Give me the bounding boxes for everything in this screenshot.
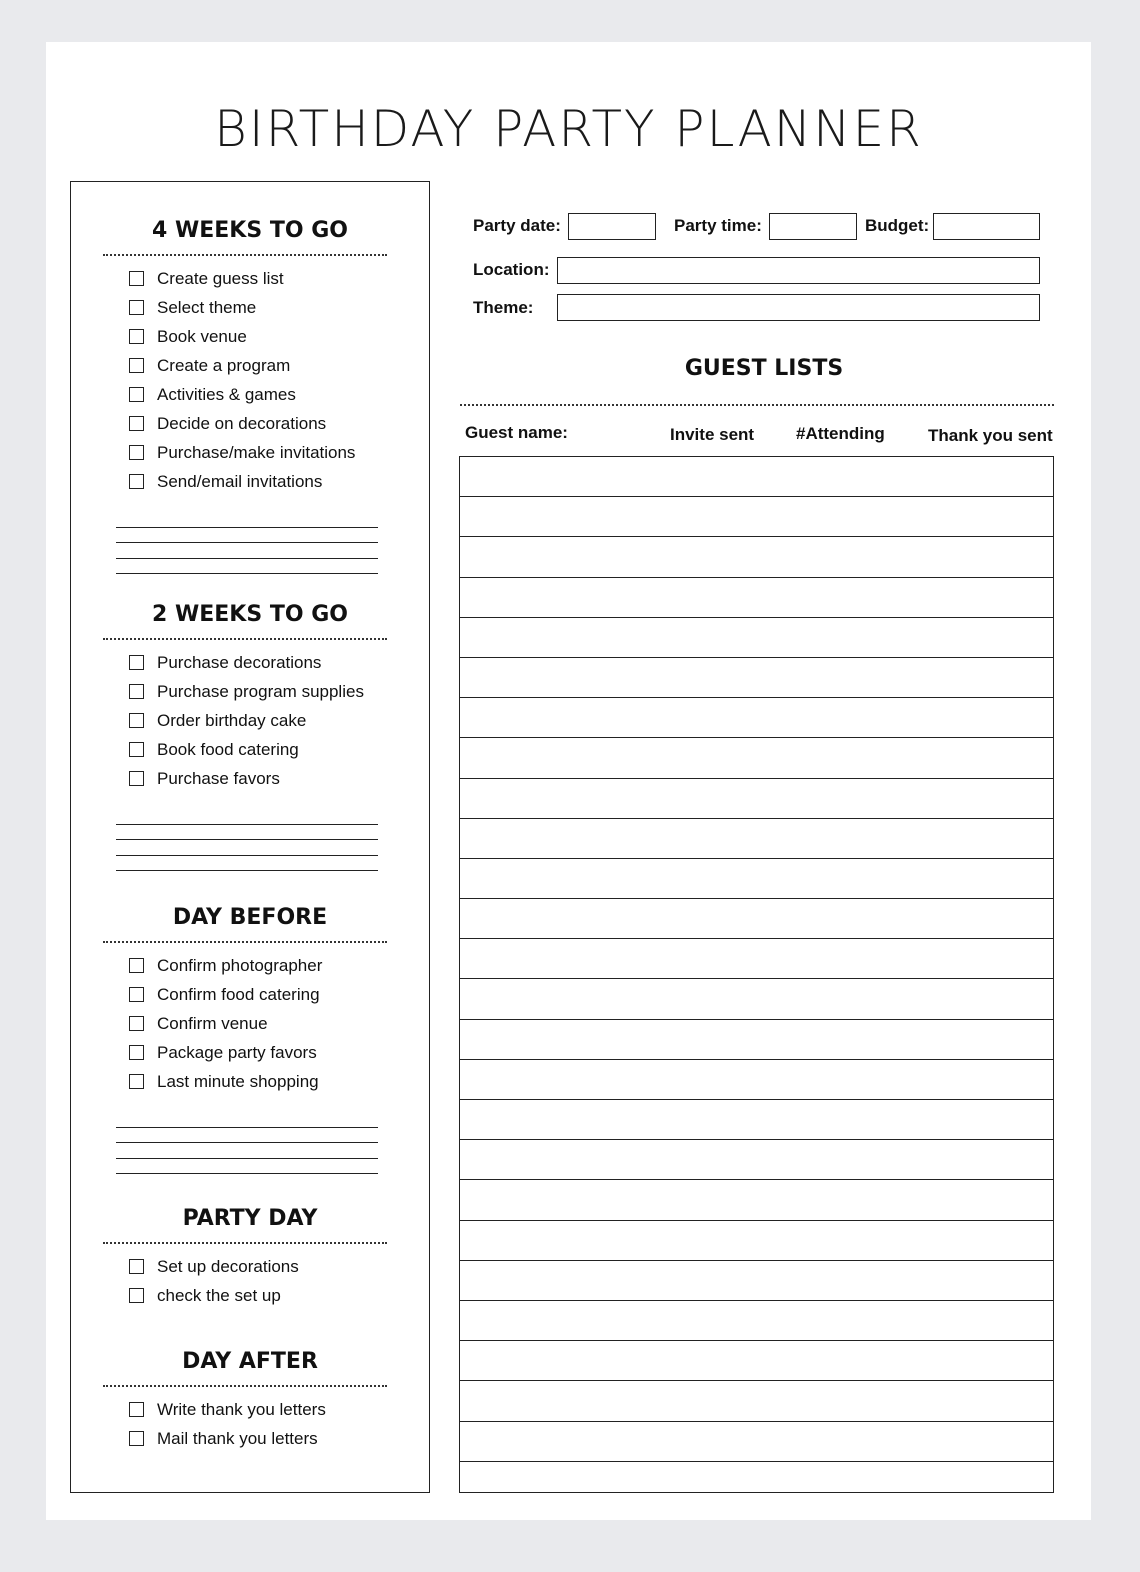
checklist-item	[129, 980, 429, 1009]
checkbox[interactable]	[129, 655, 144, 670]
checkbox[interactable]	[129, 445, 144, 460]
col-attending: #Attending	[796, 424, 885, 443]
section-day-before	[71, 903, 429, 1174]
checklist-item	[129, 735, 429, 764]
checklist-item-label: Last minute shopping	[157, 1071, 319, 1091]
checklist-item-label: Confirm photographer	[157, 955, 323, 975]
location-label: Location:	[473, 260, 550, 279]
party-time-label: Party time:	[674, 216, 762, 235]
checklist-item	[129, 648, 429, 677]
checklist-item	[129, 1281, 429, 1310]
checklist-item-label: Select theme	[157, 297, 257, 317]
note-line	[116, 809, 378, 825]
theme-label: Theme:	[473, 298, 534, 317]
guest-row[interactable]	[460, 1381, 1053, 1421]
guest-row[interactable]	[460, 698, 1053, 738]
guest-row[interactable]	[460, 537, 1053, 577]
checklist-items	[129, 951, 429, 1096]
col-thank-you-sent: Thank you sent	[928, 426, 1053, 445]
party-date-field[interactable]	[568, 213, 656, 240]
checklist-item	[129, 1067, 429, 1096]
note-line	[116, 512, 378, 528]
theme-field[interactable]	[557, 294, 1040, 321]
checkbox[interactable]	[129, 1288, 144, 1303]
section-heading: DAY BEFORE	[172, 905, 328, 930]
guest-row[interactable]	[460, 497, 1053, 537]
checkbox[interactable]	[129, 684, 144, 699]
checklist-items	[129, 264, 429, 496]
checklist-item	[129, 1424, 429, 1453]
dotted-divider	[103, 1242, 387, 1244]
guest-row[interactable]	[460, 779, 1053, 819]
guest-row[interactable]	[460, 618, 1053, 658]
guest-row[interactable]	[460, 1341, 1053, 1381]
checklist-item	[129, 677, 429, 706]
guest-row[interactable]	[460, 1221, 1053, 1261]
checkbox[interactable]	[129, 1259, 144, 1274]
checklist-item	[129, 706, 429, 735]
checklist-item-label: Send/email invitations	[157, 471, 323, 491]
budget-field[interactable]	[933, 213, 1040, 240]
section-day-after	[71, 1347, 429, 1453]
col-invite-sent: Invite sent	[670, 425, 755, 444]
checklist-item-label: Order birthday cake	[157, 710, 307, 730]
location-field[interactable]	[557, 257, 1040, 284]
checklist-item-label: Write thank you letters	[157, 1399, 326, 1419]
guest-row[interactable]	[460, 859, 1053, 899]
checkbox[interactable]	[129, 1431, 144, 1446]
note-line	[116, 856, 378, 872]
notes-area[interactable]	[116, 809, 378, 871]
checklist-item	[129, 1395, 429, 1424]
dotted-divider	[103, 941, 387, 943]
checklist-items	[129, 648, 429, 793]
checklist-item	[129, 764, 429, 793]
dotted-divider	[103, 638, 387, 640]
checkbox[interactable]	[129, 742, 144, 757]
checkbox[interactable]	[129, 474, 144, 489]
checklist-items	[129, 1252, 429, 1310]
checklist-item-label: Purchase favors	[157, 768, 280, 788]
note-line	[116, 528, 378, 544]
note-line	[116, 1143, 378, 1159]
checkbox[interactable]	[129, 987, 144, 1002]
checkbox[interactable]	[129, 1016, 144, 1031]
guest-row[interactable]	[460, 1261, 1053, 1301]
guest-row[interactable]	[460, 578, 1053, 618]
section-heading: 2 WEEKS TO GO	[152, 602, 348, 627]
guest-list-title: GUEST LISTS	[684, 356, 844, 381]
guest-row[interactable]	[460, 819, 1053, 859]
checkbox[interactable]	[129, 1045, 144, 1060]
guest-row[interactable]	[460, 1422, 1053, 1462]
checklist-item-label: Purchase program supplies	[157, 681, 364, 701]
checklist-item	[129, 351, 429, 380]
checklist-item-label: Purchase/make invitations	[157, 442, 356, 462]
note-line	[116, 1159, 378, 1175]
checklist-item	[129, 293, 429, 322]
guest-row[interactable]	[460, 899, 1053, 939]
guest-row[interactable]	[460, 939, 1053, 979]
guest-row[interactable]	[460, 1180, 1053, 1220]
section-heading: DAY AFTER	[182, 1349, 318, 1374]
checklist-item-label: Package party favors	[157, 1042, 317, 1062]
checklist-item	[129, 1038, 429, 1067]
party-date-label: Party date:	[473, 216, 561, 235]
dotted-divider	[103, 1385, 387, 1387]
guest-row[interactable]	[460, 1301, 1053, 1341]
guest-row[interactable]	[460, 1140, 1053, 1180]
guest-list-divider	[460, 404, 1054, 406]
checklist-item	[129, 438, 429, 467]
checkbox[interactable]	[129, 713, 144, 728]
checklist-item	[129, 951, 429, 980]
section-2-weeks	[71, 600, 429, 871]
checklist-item-label: Create guess list	[157, 268, 284, 288]
checklist-item	[129, 1252, 429, 1281]
guest-row[interactable]	[460, 1020, 1053, 1060]
checklist-item-label: Set up decorations	[157, 1256, 299, 1276]
checkbox[interactable]	[129, 358, 144, 373]
checklist-item-label: Book venue	[157, 326, 247, 346]
note-line	[116, 1128, 378, 1144]
note-line	[116, 825, 378, 841]
checkbox[interactable]	[129, 771, 144, 786]
note-line	[116, 1112, 378, 1128]
checklist-panel	[70, 181, 430, 1493]
checklist-item-label: Confirm venue	[157, 1013, 268, 1033]
checkbox[interactable]	[129, 271, 144, 286]
note-line	[116, 840, 378, 856]
notes-area[interactable]	[116, 512, 378, 574]
checklist-item	[129, 467, 429, 496]
checkbox[interactable]	[129, 329, 144, 344]
guest-row[interactable]	[460, 1060, 1053, 1100]
col-guest-name: Guest name:	[465, 423, 568, 442]
section-4-weeks	[71, 216, 429, 574]
checklist-item	[129, 1009, 429, 1038]
checklist-items	[129, 1395, 429, 1453]
checklist-item-label: Activities & games	[157, 384, 296, 404]
budget-label: Budget:	[865, 216, 930, 235]
checklist-item	[129, 322, 429, 351]
guest-table	[459, 456, 1054, 1493]
checklist-item-label: Mail thank you letters	[157, 1428, 318, 1448]
guest-row[interactable]	[460, 1462, 1053, 1502]
note-line	[116, 559, 378, 575]
notes-area[interactable]	[116, 1112, 378, 1174]
checklist-item-label: Book food catering	[157, 739, 299, 759]
checklist-item	[129, 380, 429, 409]
checklist-item-label: check the set up	[157, 1285, 281, 1305]
checkbox[interactable]	[129, 300, 144, 315]
guest-row[interactable]	[460, 658, 1053, 698]
checklist-item-label: Create a program	[157, 355, 291, 375]
checkbox[interactable]	[129, 958, 144, 973]
section-party-day	[71, 1204, 429, 1310]
note-line	[116, 543, 378, 559]
party-time-field[interactable]	[769, 213, 857, 240]
guest-row[interactable]	[460, 1100, 1053, 1140]
checklist-item-label: Decide on decorations	[157, 413, 327, 433]
section-heading: PARTY DAY	[182, 1206, 318, 1231]
checklist-item	[129, 264, 429, 293]
guest-row[interactable]	[460, 457, 1053, 497]
planner-sheet	[46, 42, 1091, 1520]
checkbox[interactable]	[129, 387, 144, 402]
dotted-divider	[103, 254, 387, 256]
checkbox[interactable]	[129, 1074, 144, 1089]
section-heading: 4 WEEKS TO GO	[152, 218, 348, 243]
checklist-item	[129, 409, 429, 438]
checklist-item-label: Purchase decorations	[157, 652, 322, 672]
checkbox[interactable]	[129, 1402, 144, 1417]
checklist-item-label: Confirm food catering	[157, 984, 320, 1004]
guest-row[interactable]	[460, 738, 1053, 778]
page-title: BIRTHDAY PARTY PLANNER	[214, 100, 923, 158]
checkbox[interactable]	[129, 416, 144, 431]
guest-row[interactable]	[460, 979, 1053, 1019]
